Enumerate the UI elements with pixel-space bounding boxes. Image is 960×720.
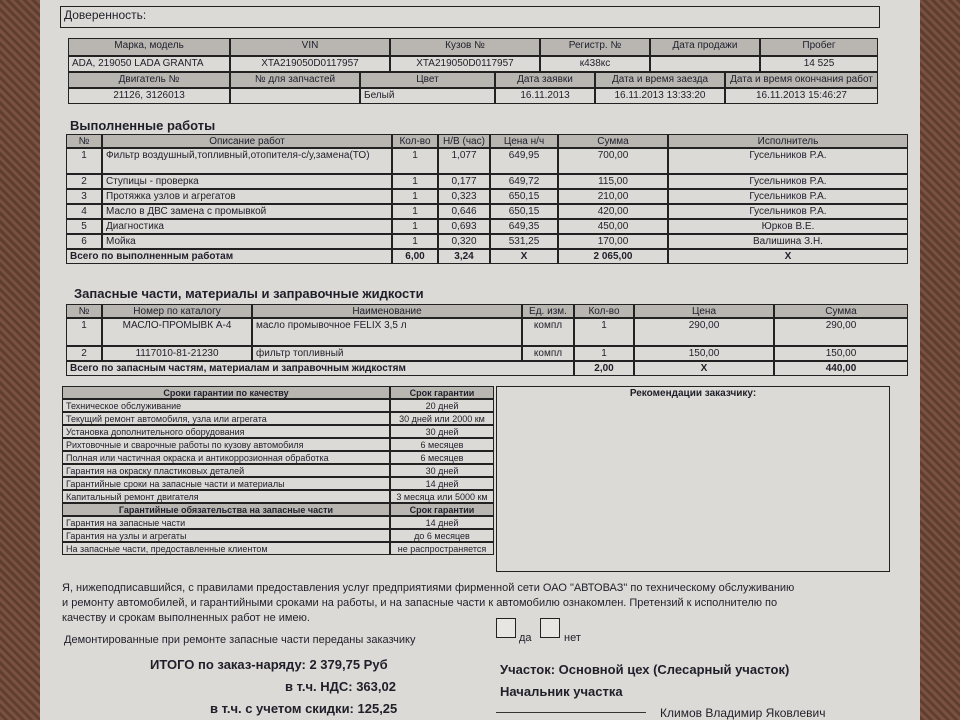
parts-cell: 1 [574,318,634,346]
warranty-row [62,451,494,464]
value-reg: к438кс [540,56,650,72]
value-parts-no [230,88,360,104]
header-model: Марка, модель [68,38,230,56]
works-cell: 1 [392,148,438,174]
parts-cell: 2 [66,346,102,361]
works-cell: 1 [66,148,102,174]
works-row [66,219,908,234]
works-cell: Мойка [102,234,392,249]
works-cell: 1 [392,234,438,249]
header-sale-date: Дата продажи [650,38,760,56]
parts-cell: 150,00 [634,346,774,361]
value-color: Белый [360,88,495,104]
parts-row [66,318,908,346]
value-request-date: 16.11.2013 [495,88,595,104]
warranty-row-cell: 30 дней или 2000 км [390,412,494,425]
warranty-row [62,412,494,425]
parts-cell: 1 [66,318,102,346]
works-cell: Масло в ДВС замена с промывкой [102,204,392,219]
works-cell: Юрков В.Е. [668,219,908,234]
warranty-parts-row-cell: не распространяется [390,542,494,555]
works-total-cell: X [668,249,908,264]
parts-cell: 1 [574,346,634,361]
parts-total-row [66,361,908,376]
header-vin: VIN [230,38,390,56]
works-header-cell: № [66,134,102,148]
value-engine: 21126, 3126013 [68,88,230,104]
warranty-row-cell: Капитальный ремонт двигателя [62,490,390,503]
warranty-row [62,477,494,490]
warranty-parts-row [62,542,494,555]
works-cell: Гусельников Р.А. [668,189,908,204]
agreement-line-2: и ремонту автомобилей, и гарантийными сроками на работы, и на запасные части к автомобилю ознакомлен. Претензий к исполнителю по [62,597,778,609]
yes-checkbox[interactable] [496,618,516,638]
warranty-row-cell: Установка дополнительного оборудования [62,425,390,438]
warranty-header-cell: Срок гарантии [390,386,494,399]
works-cell: 649,35 [490,219,558,234]
warranty-row-cell: 6 месяцев [390,438,494,451]
works-header-cell: Кол-во [392,134,438,148]
parts-header-cell: Цена [634,304,774,318]
warranty-row-cell: Полная или частичная окраска и антикоррозионная обработка [62,451,390,464]
recommendations-label: Рекомендации заказчику: [629,388,757,399]
works-cell: 649,95 [490,148,558,174]
warranty-row [62,464,494,477]
warranty-parts-row-cell: до 6 месяцев [390,529,494,542]
signature-line [496,712,646,713]
vehicle-values-row [68,56,878,72]
value-mileage: 14 525 [760,56,878,72]
chief-label: Начальник участка [500,684,623,699]
warranty-row-cell: 14 дней [390,477,494,490]
works-cell: 0,177 [438,174,490,189]
works-row [66,148,908,174]
works-cell: 4 [66,204,102,219]
works-cell: Фильтр воздушный,топливный,отопителя-с/у,замена(ТО) [102,148,392,174]
works-title: Выполненные работы [70,118,216,133]
no-checkbox[interactable] [540,618,560,638]
value-sale-date [650,56,760,72]
works-cell: 0,693 [438,219,490,234]
parts-header-cell: Ед. изм. [522,304,574,318]
parts-cell: компл [522,318,574,346]
order-vat: в т.ч. НДС: 363,02 [285,679,396,694]
warranty-row-cell: 30 дней [390,425,494,438]
parts-total-cell: 440,00 [774,361,908,376]
warranty-parts-header [62,503,494,516]
header-parts-no: № для запчастей [230,72,360,88]
header-engine: Двигатель № [68,72,230,88]
header-arrival: Дата и время заезда [595,72,725,88]
works-cell: 700,00 [558,148,668,174]
warranty-parts-row-cell: На запасные части, предоставленные клиентом [62,542,390,555]
site-label: Участок: Основной цех (Слесарный участок) [500,662,790,677]
agreement-line-1: Я, нижеподписавшийся, с правилами предоставления услуг предприятиями фирменной сети ОАО "АВТОВАЗ" по техническому обслуживанию [62,582,795,594]
warranty-parts-header-cell: Срок гарантии [390,503,494,516]
agreement-line-3: качеству и срокам выполненных работ не имею. [62,612,310,624]
works-row [66,189,908,204]
chief-name: Климов Владимир Яковлевич [660,706,826,720]
works-row [66,174,908,189]
parts-header-cell: Сумма [774,304,908,318]
works-cell: 1 [392,174,438,189]
warranty-row-cell: 3 месяца или 5000 км [390,490,494,503]
works-cell: 115,00 [558,174,668,189]
works-header-cell: Сумма [558,134,668,148]
works-cell: Гусельников Р.А. [668,174,908,189]
works-header-cell: Описание работ [102,134,392,148]
work-order-document [40,0,920,720]
works-cell: 650,15 [490,204,558,219]
works-cell: 649,72 [490,174,558,189]
works-cell: Валишина З.Н. [668,234,908,249]
warranty-row [62,399,494,412]
parts-total-cell: 2,00 [574,361,634,376]
yes-label: да [519,632,532,644]
value-body: XTA219050D0117957 [390,56,540,72]
parts-header [66,304,908,318]
vehicle-values-row-2 [68,88,878,104]
header-end: Дата и время окончания работ [725,72,878,88]
works-total-cell: 6,00 [392,249,438,264]
works-cell: 1,077 [438,148,490,174]
warranty-parts-row [62,516,494,529]
header-mileage: Пробег [760,38,878,56]
value-arrival: 16.11.2013 13:33:20 [595,88,725,104]
works-row [66,204,908,219]
works-cell: 450,00 [558,219,668,234]
value-model: ADA, 219050 LADA GRANTA [68,56,230,72]
works-header [66,134,908,148]
parts-title: Запасные части, материалы и заправочные жидкости [74,286,424,301]
parts-cell: фильтр топливный [252,346,522,361]
works-total-cell: 3,24 [438,249,490,264]
works-cell: 650,15 [490,189,558,204]
warranty-row-cell: Рихтовочные и сварочные работы по кузову автомобиля [62,438,390,451]
no-label: нет [564,632,581,644]
works-total-cell: X [490,249,558,264]
works-total-cell: Всего по выполненным работам [66,249,392,264]
parts-header-cell: Наименование [252,304,522,318]
warranty-row [62,438,494,451]
works-cell: 1 [392,204,438,219]
parts-cell: МАСЛО-ПРОМЫВК А-4 [102,318,252,346]
works-header-cell: Цена н/ч [490,134,558,148]
works-cell: Протяжка узлов и агрегатов [102,189,392,204]
recommendations-box [496,386,890,572]
parts-cell: 150,00 [774,346,908,361]
works-row [66,234,908,249]
value-end: 16.11.2013 15:46:27 [725,88,878,104]
works-cell: Гусельников Р.А. [668,148,908,174]
warranty-row-cell: Гарантийные сроки на запасные части и материалы [62,477,390,490]
parts-header-cell: № [66,304,102,318]
works-header-cell: Н/В (час) [438,134,490,148]
warranty-row [62,425,494,438]
parts-cell: 290,00 [634,318,774,346]
order-total: ИТОГО по заказ-наряду: 2 379,75 Руб [150,657,388,672]
warranty-row-cell: Текущий ремонт автомобиля, узла или агрегата [62,412,390,425]
order-discount: в т.ч. с учетом скидки: 125,25 [210,701,398,716]
warranty-parts-row-cell: Гарантия на запасные части [62,516,390,529]
works-total-row [66,249,908,264]
warranty-row-cell: Техническое обслуживание [62,399,390,412]
works-cell: 3 [66,189,102,204]
returned-parts-text: Демонтированные при ремонте запасные части переданы заказчику [64,634,416,646]
warranty-parts-row [62,529,494,542]
vehicle-header-row [68,38,878,56]
vehicle-header-row-2 [68,72,878,88]
warranty-parts-row-cell: Гарантия на узлы и агрегаты [62,529,390,542]
header-reg: Регистр. № [540,38,650,56]
works-cell: 420,00 [558,204,668,219]
warranty-parts-header-cell: Гарантийные обязательства на запасные части [62,503,390,516]
works-cell: 0,323 [438,189,490,204]
works-cell: 6 [66,234,102,249]
parts-header-cell: Номер по каталогу [102,304,252,318]
parts-total-cell: X [634,361,774,376]
works-cell: Гусельников Р.А. [668,204,908,219]
works-cell: Ступицы - проверка [102,174,392,189]
works-cell: 2 [66,174,102,189]
parts-header-cell: Кол-во [574,304,634,318]
works-cell: 0,646 [438,204,490,219]
warranty-row-cell: Гарантия на окраску пластиковых деталей [62,464,390,477]
works-cell: 531,25 [490,234,558,249]
parts-cell: 1117010-81-21230 [102,346,252,361]
value-vin: XTA219050D0117957 [230,56,390,72]
warranty-row [62,490,494,503]
warranty-parts-row-cell: 14 дней [390,516,494,529]
warranty-row-cell: 20 дней [390,399,494,412]
warranty-header-cell: Сроки гарантии по качеству [62,386,390,399]
header-body: Кузов № [390,38,540,56]
header-color: Цвет [360,72,495,88]
works-cell: 210,00 [558,189,668,204]
trust-value [180,6,880,28]
parts-total-cell: Всего по запасным частям, материалам и заправочным жидкостям [66,361,574,376]
header-request-date: Дата заявки [495,72,595,88]
works-total-cell: 2 065,00 [558,249,668,264]
works-cell: Диагностика [102,219,392,234]
warranty-row-cell: 30 дней [390,464,494,477]
works-cell: 5 [66,219,102,234]
works-cell: 1 [392,219,438,234]
works-header-cell: Исполнитель [668,134,908,148]
parts-cell: 290,00 [774,318,908,346]
parts-row [66,346,908,361]
warranty-header [62,386,494,399]
works-cell: 1 [392,189,438,204]
parts-cell: масло промывочное FELIX 3,5 л [252,318,522,346]
works-cell: 170,00 [558,234,668,249]
warranty-row-cell: 6 месяцев [390,451,494,464]
parts-cell: компл [522,346,574,361]
trust-label: Доверенность: [60,6,180,28]
works-cell: 0,320 [438,234,490,249]
